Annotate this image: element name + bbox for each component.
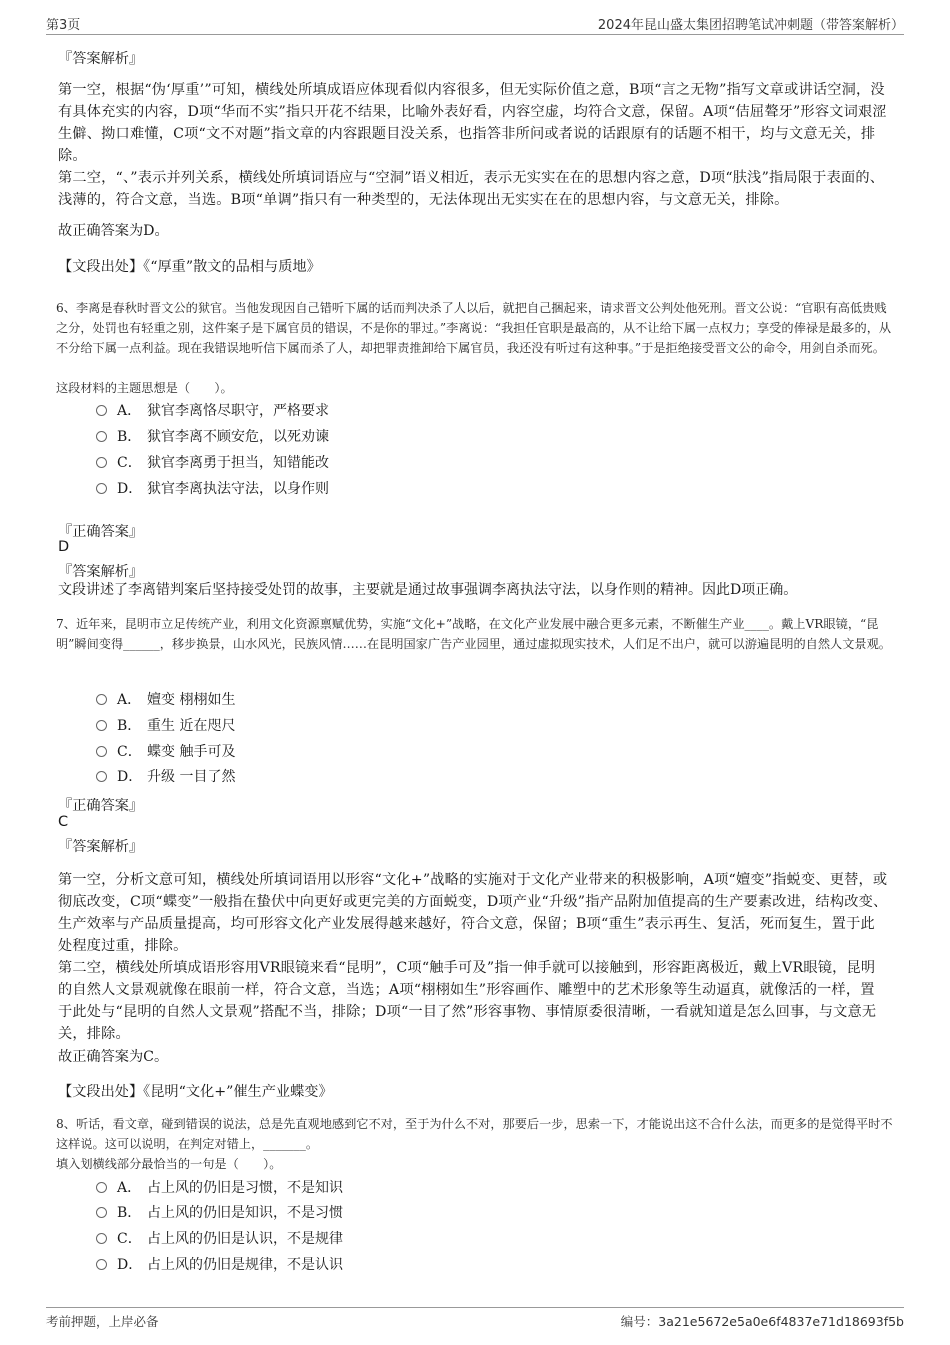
analysis-label: 『答案解析』 xyxy=(58,839,144,855)
radio-icon[interactable] xyxy=(96,694,107,705)
option-7d[interactable]: D． 升级 一目了然 xyxy=(96,767,235,787)
option-8d[interactable]: D． 占上风的仍旧是规律，不是认识 xyxy=(96,1255,343,1275)
question-7-text: 7、近年来，昆明市立足传统产业，利用文化资源禀赋优势，实施“文化+”战略，在文化产业发展中融合更多元素，不断催生产业____。戴上VR眼镜，“昆明”瞬间变得______，移步换景，山水风光，民族风情……在昆明国家广告产业园里，通过虚拟现实技术，人们足不出户，就可以游遍昆明的自然人文景观。 xyxy=(56,617,891,651)
radio-icon[interactable] xyxy=(96,1182,107,1193)
source-citation: 【文段出处】《昆明“文化+”催生产业蝶变》 xyxy=(58,1084,333,1100)
question-6-prompt: 这段材料的主题思想是（ ）。 xyxy=(56,381,233,395)
option-6d[interactable]: D． 狱官李离执法守法，以身作则 xyxy=(96,479,329,499)
analysis-label: 『答案解析』 xyxy=(58,564,144,580)
page-footer xyxy=(46,1312,904,1332)
radio-icon[interactable] xyxy=(96,720,107,731)
radio-icon[interactable] xyxy=(96,746,107,757)
conclusion: 故正确答案为D。 xyxy=(58,223,169,239)
option-6b[interactable]: B． 狱官李离不顾安危，以死劝谏 xyxy=(96,427,329,447)
footer-slogan: 考前押题，上岸必备 xyxy=(46,1314,159,1329)
document-title: 2024年昆山盛太集团招聘笔试冲刺题（带答案解析） xyxy=(597,18,904,33)
radio-icon[interactable] xyxy=(96,1233,107,1244)
question-6-text: 6、李离是春秋时晋文公的狱官。当他发现因自己错听下属的话而判决杀了人以后，就把自己捆起来，请求晋文公判处他死刑。晋文公说：“官职有高低贵贱之分，处罚也有轻重之别，这件案子是下属官员的错误，不是你的罪过。”李离说：“我担任官职是最高的，从不让给下属一点权力；享受的俸禄是最多的，从不分给下属一点利益。现在我错误地听信下属而杀了人，却把罪责推卸给下属官员，我还没有听过有这种事。”于是拒绝接受晋文公的命令，用剑自杀而死。 xyxy=(56,301,892,355)
question-8-text: 8、听话，看文章，碰到错误的说法，总是先直观地感到它不对，至于为什么不对，那要后一步，思索一下，才能说出这不合什么法，而更多的是觉得平时不这样说。这可以说明，在判定对错上，_______。 xyxy=(56,1117,893,1151)
analysis-paragraph-1: 第一空，分析文意可知，横线处所填词语用以形容“文化+”战略的实施对于文化产业带来的积极影响，A项“嬗变”指蜕变、更替，或彻底改变，C项“蝶变”一般指在蛰伏中向更好或更完美的方面蜕变，D项产业“升级”指产品附加值提高的生产要素改进，结构改变、生产效率与产品质量提高，均可形容文化产业发展得越来越好，符合文意，保留；B项“重生”表示再生、复活，死而复生，置于此处程度过重，排除。 xyxy=(58,872,888,954)
analysis-paragraph-2: 第二空，横线处所填成语形容用VR眼镜来看“昆明”，C项“触手可及”指一伸手就可以接触到，形容距离极近，戴上VR眼镜，昆明的自然人文景观就像在眼前一样，符合文意，当选；A项“栩栩如生”形容画作、雕塑中的艺术形象等生动逼真，就像活的一样，置于此处与“昆明的自然人文景观”搭配不当，排除；D项“一目了然”形容事物、事情原委很清晰，一看就知道是怎么回事，与文意无关，排除。 xyxy=(58,960,877,1042)
option-8b[interactable]: B． 占上风的仍旧是知识，不是习惯 xyxy=(96,1203,343,1223)
radio-icon[interactable] xyxy=(96,431,107,442)
option-8a[interactable]: A． 占上风的仍旧是习惯，不是知识 xyxy=(96,1178,343,1198)
option-7c[interactable]: C． 蝶变 触手可及 xyxy=(96,742,235,762)
header-divider xyxy=(46,34,904,35)
radio-icon[interactable] xyxy=(96,1207,107,1218)
conclusion: 故正确答案为C。 xyxy=(58,1049,169,1065)
analysis-label: 『答案解析』 xyxy=(58,51,144,67)
footer-divider xyxy=(46,1307,904,1308)
document-id: 编号：3a21e5672e5a0e6f4837e71d18693f5b xyxy=(620,1314,904,1329)
option-6c[interactable]: C． 狱官李离勇于担当，知错能改 xyxy=(96,453,329,473)
correct-answer-label: 『正确答案』 xyxy=(58,798,144,814)
correct-answer: C xyxy=(58,814,69,830)
correct-answer: D xyxy=(58,539,70,555)
analysis-text: 文段讲述了李离错判案后坚持接受处罚的故事，主要就是通过故事强调李离执法守法，以身作则的精神。因此D项正确。 xyxy=(58,582,798,598)
radio-icon[interactable] xyxy=(96,457,107,468)
analysis-paragraph-1: 第一空，根据“伪‘厚重’”可知，横线处所填成语应体现看似内容很多，但无实际价值之意，B项“言之无物”指写文章或讲话空洞，没有具体充实的内容，D项“华而不实”指只开花不结果，比喻外表好看，内容空虚，均符合文意，保留。A项“佶屈聱牙”形容文词艰涩生僻、拗口难懂，C项“文不对题”指文章的内容跟题目没关系，也指答非所问或者说的话跟原有的话题不相干，均与文意无关，排除。 xyxy=(58,82,887,164)
option-7b[interactable]: B． 重生 近在咫尺 xyxy=(96,716,235,736)
page-number: 第3页 xyxy=(46,18,81,33)
source-citation: 【文段出处】《“厚重”散文的品相与质地》 xyxy=(58,259,321,275)
page-header xyxy=(46,14,904,34)
option-8c[interactable]: C． 占上风的仍旧是认识，不是规律 xyxy=(96,1229,343,1249)
radio-icon[interactable] xyxy=(96,483,107,494)
option-7a[interactable]: A． 嬗变 栩栩如生 xyxy=(96,690,235,710)
option-6a[interactable]: A． 狱官李离恪尽职守，严格要求 xyxy=(96,401,329,421)
correct-answer-label: 『正确答案』 xyxy=(58,524,144,540)
radio-icon[interactable] xyxy=(96,1259,107,1270)
analysis-paragraph-2: 第二空，“、”表示并列关系，横线处所填词语应与“空洞”语义相近，表示无实实在在的思想内容之意，D项“肤浅”指局限于表面的、浅薄的，符合文意，当选。B项“单调”指只有一种类型的，无法体现出无实实在在的思想内容，与文意无关，排除。 xyxy=(58,170,885,208)
radio-icon[interactable] xyxy=(96,405,107,416)
question-8-prompt: 填入划横线部分最恰当的一句是（ ）。 xyxy=(56,1157,282,1171)
radio-icon[interactable] xyxy=(96,771,107,782)
